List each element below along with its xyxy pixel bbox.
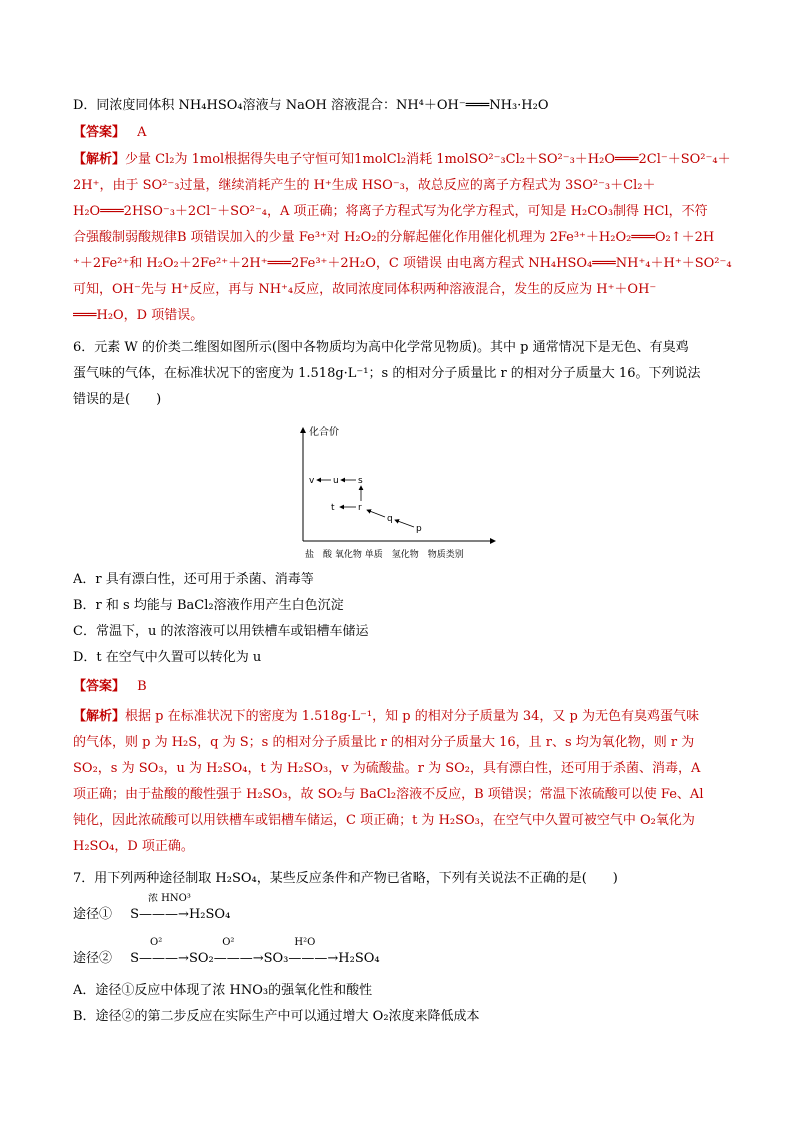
q6-stem-line-3: 错误的是( ) — [73, 392, 162, 407]
q6-analysis-line-1: 【解析】根据 p 在标准状况下的密度为 1.518g·L⁻¹，知 p 的相对分子质量为 34，又 p 为无色有臭鸡蛋气味 — [73, 709, 699, 724]
q5-analysis-line-2: 2H⁺，由于 SO²⁻₃过量，继续消耗产生的 H⁺生成 HSO⁻₃，故总反应的离子方程式为 3SO²⁻₃＋Cl₂＋ — [73, 178, 656, 193]
q6-option-c: C．常温下，u 的浓溶液可以用铁槽车或铝槽车储运 — [73, 624, 369, 639]
node-v: v — [309, 476, 315, 486]
q5-analysis-line-6: 可知，OH⁻先与 H⁺反应，再与 NH⁺₄反应，故同浓度同体积两种溶液混合，发生的反应为 H⁺＋OH⁻ — [73, 282, 657, 297]
q6-stem-line-1: 6．元素 W 的价类二维图如图所示(图中各物质均为高中化学常见物质)。其中 p 通常情况下是无色、有臭鸡 — [73, 340, 689, 355]
route1-equation: S———→H₂SO₄ — [130, 907, 231, 922]
route2 — [73, 950, 733, 968]
answer-value: B — [137, 679, 147, 694]
q5-analysis-line-1: 【解析】少量 Cl₂为 1mol根据得失电子守恒可知1molCl₂消耗 1molSO²⁻₃Cl₂＋SO²⁻₃＋H₂O═══2Cl⁻＋SO²⁻₄＋ — [73, 152, 731, 167]
route1-label: 途径① — [73, 907, 113, 922]
node-r: r — [358, 503, 362, 513]
route2-equation: S———→SO₂———→SO₃———→H₂SO₄ — [130, 951, 380, 966]
answer-label: 【答案】 — [73, 679, 126, 694]
valence-class-diagram — [295, 424, 500, 564]
q5-analysis-line-3: H₂O═══2HSO⁻₃＋2Cl⁻＋SO²⁻₄，A 项正确；将离子方程式写为化学方程式，可知是 H₂CO₃制得 HCl，不符 — [73, 204, 708, 219]
route1-reagent: 浓 HNO³ — [148, 893, 191, 904]
node-u: u — [333, 476, 339, 486]
node-p: p — [416, 524, 422, 534]
node-q: q — [387, 514, 393, 524]
q5-analysis-line-4: 合强酸制弱酸规律B 项错误加入的少量 Fe³⁺对 H₂O₂的分解起催化作用催化机理为 2Fe³⁺＋H₂O₂═══O₂↑＋2H — [73, 230, 715, 245]
answer-value: A — [137, 125, 147, 140]
node-t: t — [331, 503, 335, 513]
q6-stem-line-2: 蛋气味的气体，在标准状况下的密度为 1.518g·L⁻¹；s 的相对分子质量比 r 的相对分子质量大 16。下列说法 — [73, 366, 701, 381]
q7-option-a: A．途径①反应中体现了浓 HNO₃的强氧化性和酸性 — [73, 983, 373, 998]
q7-option-b: B．途径②的第二步反应在实际生产中可以通过增大 O₂浓度来降低成本 — [73, 1009, 480, 1024]
q6-analysis-line-5: 钝化，因此浓硫酸可以用铁槽车或铝槽车储运，C 项正确；t 为 H₂SO₃，在空气中久置可被空气中 O₂氧化为 — [73, 813, 695, 828]
q6-analysis-line-4: 项正确；由于盐酸的酸性强于 H₂SO₃，故 SO₂与 BaCl₂溶液不反应，B 项错误；常温下浓硫酸可以使 Fe、Al — [73, 787, 704, 802]
q6-option-a: A．r 具有漂白性，还可用于杀菌、消毒等 — [73, 572, 314, 587]
q5-analysis-line-5: ⁺＋2Fe²⁺和 H₂O₂＋2Fe²⁺＋2H⁺═══2Fe³⁺＋2H₂O，C 项错误 由电离方程式 NH₄HSO₄═══NH⁺₄＋H⁺＋SO²⁻₄ — [73, 256, 732, 271]
q6-option-b: B．r 和 s 均能与 BaCl₂溶液作用产生白色沉淀 — [73, 598, 344, 613]
q5-option-d: D．同浓度同体积 NH₄HSO₄溶液与 NaOH 溶液混合：NH⁴＋OH⁻═══NH₃·H₂O — [73, 98, 549, 113]
q6-option-d: D．t 在空气中久置可以转化为 u — [73, 650, 262, 665]
answer-label: 【答案】 — [73, 125, 126, 140]
q5-answer — [73, 124, 733, 142]
q6-answer — [73, 678, 733, 696]
arrow-p-to-q — [395, 520, 414, 527]
y-axis-label: 化合价 — [309, 427, 339, 438]
node-s: s — [358, 476, 363, 486]
route1 — [73, 906, 733, 924]
arrow-q-to-r — [367, 510, 385, 517]
analysis-label: 【解析】 — [73, 709, 126, 724]
analysis-label: 【解析】 — [73, 152, 126, 167]
q6-analysis-line-3: SO₂，s 为 SO₃，u 为 H₂SO₄，t 为 H₂SO₃，v 为硫酸盐。r 为 SO₂，具有漂白性，还可用于杀菌、消毒，A — [73, 761, 701, 776]
q6-analysis-line-2: 的气体，则 p 为 H₂S，q 为 S；s 的相对分子质量比 r 的相对分子质量大 16，且 r、s 均为氧化物，则 r 为 — [73, 735, 695, 750]
q7-stem: 7．用下列两种途径制取 H₂SO₄，某些反应条件和产物已省略，下列有关说法不正确的是( ) — [73, 871, 618, 886]
route2-label: 途径② — [73, 951, 113, 966]
q5-analysis-line-7: ═══H₂O，D 项错误。 — [73, 308, 204, 323]
q6-analysis-line-6: H₂SO₄，D 项正确。 — [73, 839, 194, 854]
route2-reagents: O² O² H²O — [150, 937, 316, 948]
x-axis-label: 盐 酸 氧化物 单质 氢化物 物质类别 — [305, 550, 464, 560]
